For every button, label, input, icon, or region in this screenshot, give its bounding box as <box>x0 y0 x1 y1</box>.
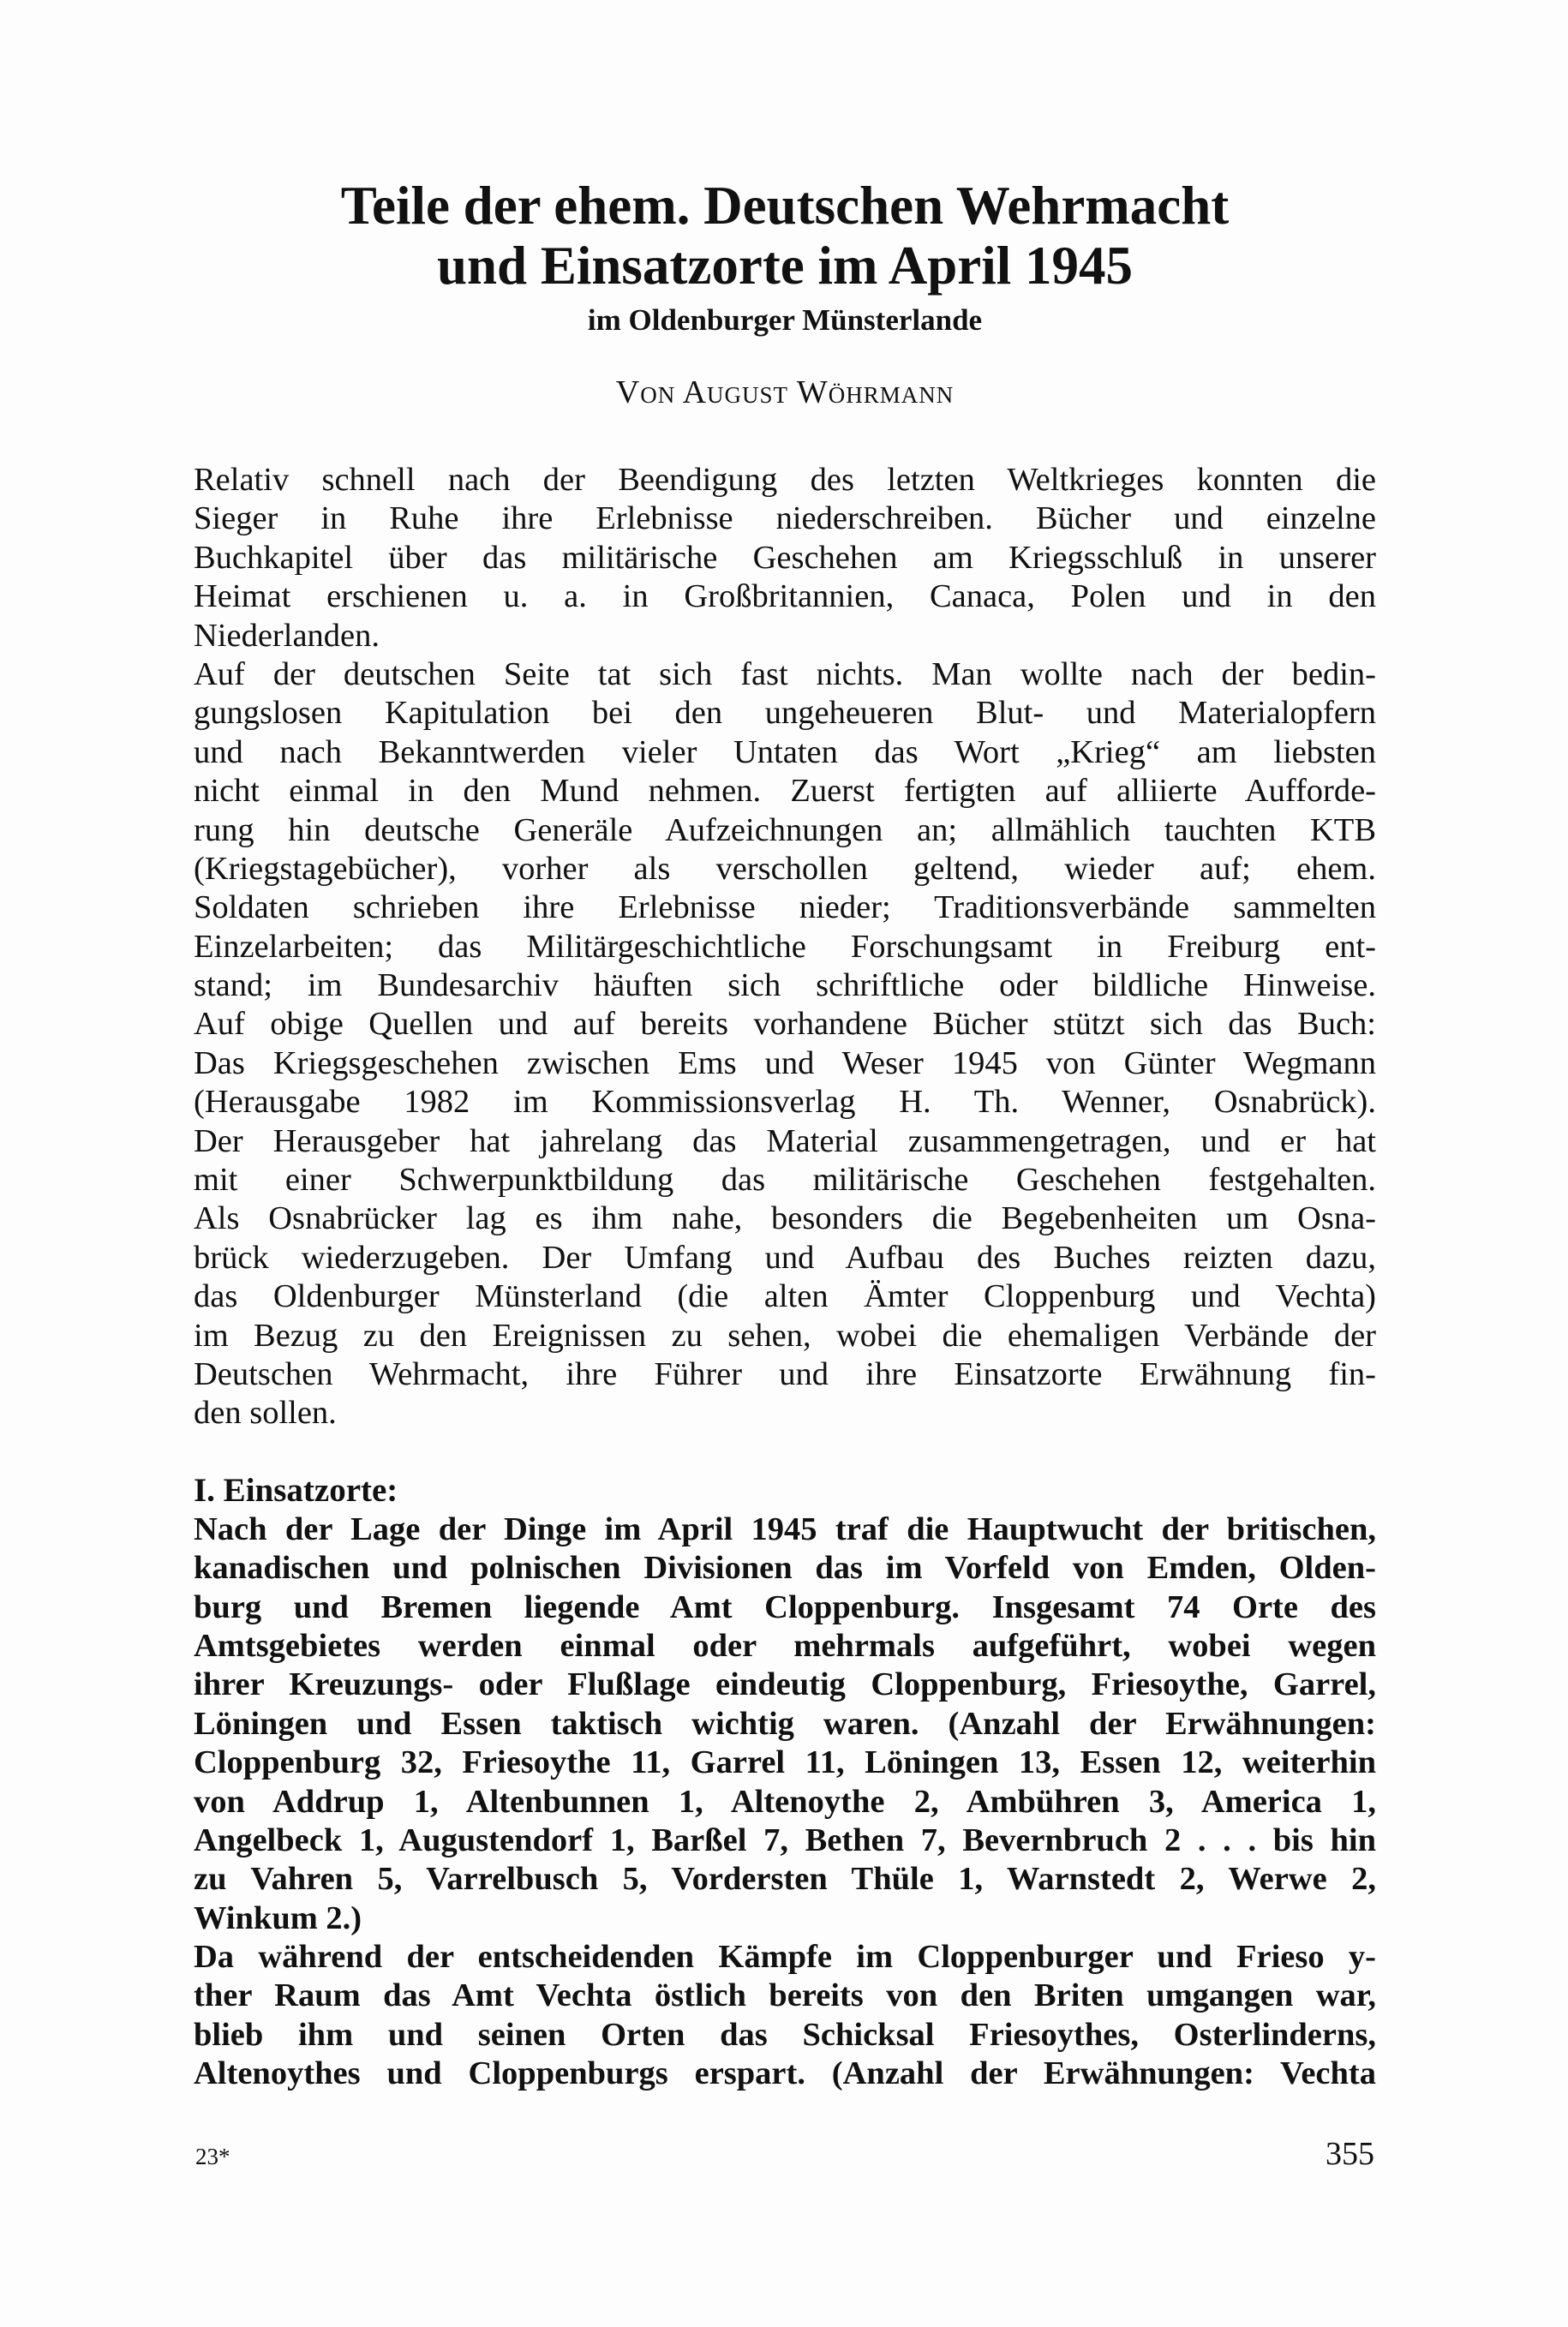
text-line: (Kriegstagebücher), vorher als verschollen geltend, wieder auf; ehem. <box>194 850 1376 887</box>
text-line: brück wiederzugeben. Der Umfang und Aufbau des Buches reizten dazu, <box>194 1239 1376 1276</box>
text-line: von Addrup 1, Altenbunnen 1, Altenoythe 2, Ambühren 3, America 1, <box>194 1783 1376 1820</box>
text-line: Amtsgebietes werden einmal oder mehrmals aufgeführt, wobei wegen <box>194 1627 1376 1664</box>
text-line: Das Kriegsgeschehen zwischen Ems und Weser 1945 von Günter Wegmann <box>194 1044 1376 1081</box>
title-line-1: Teile der ehem. Deutschen Wehrmacht <box>340 176 1230 236</box>
text-line: kanadischen und polnischen Divisionen das im Vorfeld von Emden, Olden- <box>194 1550 1376 1587</box>
text-line: blieb ihm und seinen Orten das Schicksal Friesoythes, Osterlinderns, <box>194 2016 1376 2053</box>
page-number: 355 <box>1326 2136 1374 2172</box>
text-line: Auf obige Quellen und auf bereits vorhandene Bücher stützt sich das Buch: <box>194 1006 1376 1043</box>
text-line: zu Vahren 5, Varrelbusch 5, Vordersten Thüle 1, Warnstedt 2, Werwe 2, <box>194 1861 1376 1898</box>
text-line: stand; im Bundesarchiv häuften sich schriftliche oder bildliche Hinweise. <box>194 967 1376 1004</box>
section-heading: I. Einsatzorte: <box>194 1471 398 1509</box>
text-line: ther Raum das Amt Vechta östlich bereits von den Briten umgangen war, <box>194 1977 1376 2014</box>
text-line: mit einer Schwerpunktbildung das militärische Geschehen festgehalten. <box>194 1162 1376 1199</box>
text-line: Sieger in Ruhe ihre Erlebnisse niederschreiben. Bücher und einzelne <box>194 500 1376 537</box>
text-line: Buchkapitel über das militärische Geschehen am Kriegsschluß in unserer <box>194 539 1376 576</box>
title-line-2: und Einsatzorte im April 1945 <box>436 236 1134 296</box>
text-line: Einzelarbeiten; das Militärgeschichtliche Forschungsamt in Freiburg ent- <box>194 928 1376 965</box>
text-line: Da während der entscheidenden Kämpfe im Cloppenburger und Frieso y- <box>194 1939 1376 1976</box>
text-line: das Oldenburger Münsterland (die alten Ämter Cloppenburg und Vechta) <box>194 1278 1376 1315</box>
section-gap <box>194 1433 1376 1471</box>
section-einsatzorte <box>194 1471 1376 2094</box>
text-line: Winkum 2.) <box>194 1899 362 1936</box>
text-line: burg und Bremen liegende Amt Cloppenburg. Insgesamt 74 Orte des <box>194 1588 1376 1625</box>
text-line: Cloppenburg 32, Friesoythe 11, Garrel 11, Löningen 13, Essen 12, weiterhin <box>194 1744 1376 1781</box>
text-line: Angelbeck 1, Augustendorf 1, Barßel 7, Bethen 7, Bevernbruch 2 . . . bis hin <box>194 1822 1376 1858</box>
text-line: Niederlanden. <box>194 617 380 654</box>
text-line: gungslosen Kapitulation bei den ungeheueren Blut- und Materialopfern <box>194 695 1376 732</box>
article-subtitle: im Oldenburger Münsterlande <box>587 303 983 337</box>
article-author: Von August Wöhrmann <box>615 374 955 410</box>
signature-mark: 23* <box>195 2144 230 2169</box>
article-title <box>194 176 1376 296</box>
text-line: rung hin deutsche Generäle Aufzeichnungen an; allmählich tauchten KTB <box>194 811 1376 848</box>
text-line: Auf der deutschen Seite tat sich fast nichts. Man wollte nach der bedin- <box>194 655 1376 692</box>
article-header <box>194 176 1376 412</box>
text-line: Deutschen Wehrmacht, ihre Führer und ihre Einsatzorte Erwähnung fin- <box>194 1355 1376 1392</box>
text-line: nicht einmal in den Mund nehmen. Zuerst fertigten auf alliierte Aufforde- <box>194 773 1376 810</box>
article-body <box>194 461 1376 2094</box>
text-line: im Bezug zu den Ereignissen zu sehen, wobei die ehemaligen Verbände der <box>194 1317 1376 1354</box>
text-line: Löningen und Essen taktisch wichtig waren. (Anzahl der Erwähnungen: <box>194 1705 1376 1742</box>
text-line: Heimat erschienen u. a. in Großbritannien, Canaca, Polen und in den <box>194 578 1376 615</box>
text-line: Altenoythes und Cloppenburgs erspart. (Anzahl der Erwähnungen: Vechta <box>194 2055 1376 2092</box>
text-line: Als Osnabrücker lag es ihm nahe, besonders die Begebenheiten um Osna- <box>194 1200 1376 1237</box>
text-line: ihrer Kreuzungs- oder Flußlage eindeutig Cloppenburg, Friesoythe, Garrel, <box>194 1666 1376 1703</box>
text-line: (Herausgabe 1982 im Kommissionsverlag H. Th. Wenner, Osnabrück). <box>194 1084 1376 1121</box>
text-line: Der Herausgeber hat jahrelang das Material zusammengetragen, und er hat <box>194 1122 1376 1159</box>
intro-paragraphs <box>194 461 1376 1433</box>
text-line: und nach Bekanntwerden vieler Untaten das Wort „Krieg“ am liebsten <box>194 733 1376 770</box>
text-line: den sollen. <box>194 1395 337 1432</box>
text-line: Nach der Lage der Dinge im April 1945 traf die Hauptwucht der britischen, <box>194 1510 1376 1547</box>
text-line: Soldaten schrieben ihre Erlebnisse nieder; Traditionsverbände sammelten <box>194 889 1376 926</box>
text-line: Relativ schnell nach der Beendigung des letzten Weltkrieges konnten die <box>194 462 1376 498</box>
